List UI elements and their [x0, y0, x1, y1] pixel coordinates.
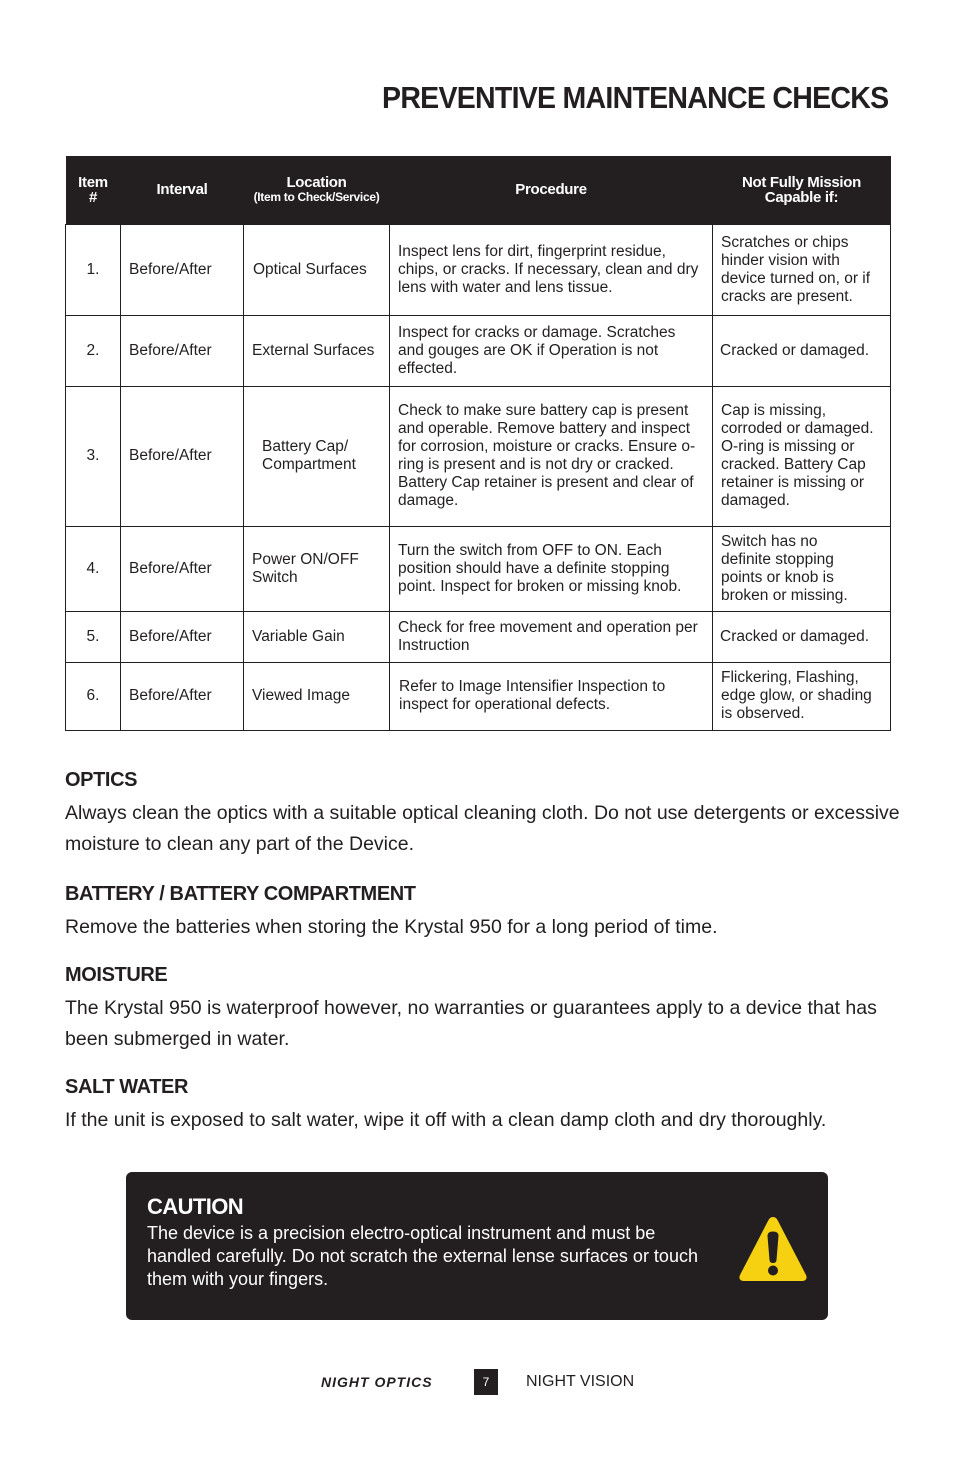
page-title: PREVENTIVE MAINTENANCE CHECKS	[381, 80, 888, 115]
caution-body: The device is a precision electro-optical instrument and must be handled carefully. Do not scratch the external lense surfaces or touch them with your fingers.	[147, 1223, 698, 1289]
cell-interval: Before/After	[121, 611, 244, 662]
section-heading: MOISTURE	[65, 964, 168, 986]
caution-title: CAUTION	[147, 1194, 244, 1219]
section-heading: SALT WATER	[65, 1076, 189, 1098]
section-heading: BATTERY / BATTERY COMPARTMENT	[65, 883, 416, 905]
section-moisture	[65, 964, 905, 1055]
cell-nfmc: Cap is missing, corroded or damaged. O-ring is missing or cracked. Battery Cap retainer is missing or damaged.	[713, 386, 891, 526]
cell-nfmc: Cracked or damaged.	[713, 611, 891, 662]
section-body: Always clean the optics with a suitable optical cleaning cloth. Do not use detergents or excessive moisture to clean any part of the Device.	[65, 802, 900, 855]
cell-interval: Before/After	[121, 224, 244, 315]
footer-label: NIGHT VISION	[526, 1373, 635, 1390]
cell-procedure: Check for free movement and operation per Instruction	[390, 611, 713, 662]
table-header-row	[66, 156, 891, 224]
section-battery	[65, 883, 905, 943]
cell-procedure: Inspect for cracks or damage. Scratches and gouges are OK if Operation is not effected.	[390, 315, 713, 386]
table-row	[66, 662, 891, 730]
caution-box	[126, 1172, 828, 1320]
cell-item: 4.	[66, 526, 121, 611]
section-optics	[65, 769, 905, 860]
section-body: If the unit is exposed to salt water, wipe it off with a clean damp cloth and dry thoroughly.	[65, 1109, 827, 1131]
section-heading: OPTICS	[65, 769, 138, 791]
page-footer	[0, 1368, 954, 1396]
section-body: The Krystal 950 is waterproof however, no warranties or guarantees apply to a device that has been submerged in water.	[65, 997, 877, 1050]
header-item: Item #	[66, 156, 121, 224]
cell-interval: Before/After	[121, 315, 244, 386]
table-row	[66, 315, 891, 386]
section-body: Remove the batteries when storing the Krystal 950 for a long period of time.	[65, 916, 718, 938]
cell-nfmc: Flickering, Flashing, edge glow, or shading is observed.	[713, 662, 891, 730]
cell-interval: Before/After	[121, 386, 244, 526]
table-row	[66, 224, 891, 315]
warning-triangle-icon	[738, 1214, 808, 1284]
header-location	[244, 156, 390, 224]
table-row	[66, 611, 891, 662]
cell-location: Power ON/OFF Switch	[244, 526, 390, 611]
header-interval: Interval	[121, 156, 244, 224]
section-salt-water	[65, 1076, 925, 1136]
table-row	[66, 526, 891, 611]
brand-logo: NIGHT OPTICS	[321, 1374, 433, 1390]
table-row	[66, 386, 891, 526]
cell-location: Optical Surfaces	[244, 224, 390, 315]
cell-procedure: Refer to Image Intensifier Inspection to inspect for operational defects.	[390, 662, 713, 730]
header-procedure: Procedure	[390, 156, 713, 224]
maintenance-checks-table	[65, 156, 891, 731]
cell-location: Viewed Image	[244, 662, 390, 730]
cell-item: 3.	[66, 386, 121, 526]
cell-interval: Before/After	[121, 526, 244, 611]
page-number: 7	[474, 1369, 498, 1395]
cell-procedure: Check to make sure battery cap is present and operable. Remove battery and inspect for corrosion, moisture or cracks. Ensure o-ring is present and is not dry or cracked. Battery Cap retainer is present and clear of damage.	[390, 386, 713, 526]
cell-item: 1.	[66, 224, 121, 315]
header-location-label: Location	[286, 174, 347, 192]
cell-location: External Surfaces	[244, 315, 390, 386]
header-nfmc: Not Fully Mission Capable if:	[713, 156, 891, 224]
cell-nfmc: Scratches or chips hinder vision with device turned on, or if cracks are present.	[713, 224, 891, 315]
header-location-sub: (Item to Check/Service)	[253, 190, 380, 205]
cell-nfmc: Cracked or damaged.	[713, 315, 891, 386]
cell-item: 6.	[66, 662, 121, 730]
cell-item: 5.	[66, 611, 121, 662]
cell-location: Battery Cap/ Compartment	[244, 386, 390, 526]
cell-item: 2.	[66, 315, 121, 386]
cell-procedure: Inspect lens for dirt, fingerprint residue, chips, or cracks. If necessary, clean and dry lens with water and lens tissue.	[390, 224, 713, 315]
cell-interval: Before/After	[121, 662, 244, 730]
cell-nfmc: Switch has no definite stopping points or knob is broken or missing.	[713, 526, 891, 611]
cell-procedure: Turn the switch from OFF to ON. Each position should have a definite stopping point. Inspect for broken or missing knob.	[390, 526, 713, 611]
cell-location: Variable Gain	[244, 611, 390, 662]
